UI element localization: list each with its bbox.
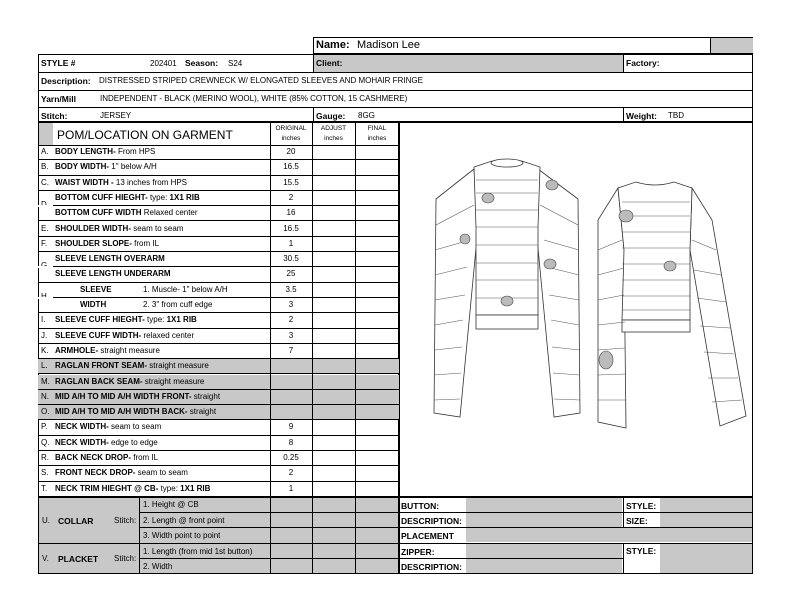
- group-merge: [38, 266, 53, 268]
- pom-row[interactable]: [38, 359, 399, 374]
- trims-style-fill-2: [660, 544, 752, 573]
- pom-original-value[interactable]: 3.5: [285, 284, 297, 294]
- pom-letter: E.: [41, 223, 49, 233]
- client-label: Client:: [316, 58, 343, 68]
- description-value[interactable]: DISTRESSED STRIPED CREWNECK W/ ELONGATED SLEEVES AND MOHAIR FRINGE: [99, 76, 423, 85]
- pom-header: POM/LOCATION ON GARMENT: [57, 128, 233, 142]
- pom-original-value[interactable]: 1: [288, 483, 294, 493]
- pom-row[interactable]: [38, 145, 399, 160]
- button-label: BUTTON:: [401, 501, 440, 511]
- original-header: ORIGINAL inches: [275, 125, 307, 142]
- pom-row[interactable]: WIDTH 2. 3" from cuff edge 3: [38, 298, 399, 313]
- pom-original-value[interactable]: 20: [286, 147, 296, 156]
- pom-description: SLEEVE CUFF WIDTH- relaxed center: [55, 330, 195, 340]
- pom-original-value[interactable]: 0.25: [283, 453, 299, 462]
- pom-row[interactable]: [38, 482, 399, 497]
- stitch-label: Stitch:: [41, 111, 68, 121]
- zipper-label: ZIPPER:: [401, 547, 435, 557]
- pom-row[interactable]: [38, 436, 399, 451]
- pom-original-value[interactable]: 16: [286, 208, 296, 218]
- pom-row[interactable]: [38, 176, 399, 191]
- pom-letter: I.: [41, 315, 46, 325]
- pom-original-value[interactable]: 1: [288, 238, 294, 248]
- pom-original-value[interactable]: 9: [288, 422, 294, 432]
- gauge-value[interactable]: 8GG: [358, 111, 375, 120]
- style-value[interactable]: 202401: [150, 59, 177, 68]
- pom-description: SLEEVE LENGTH OVERARM: [55, 254, 165, 264]
- pom-letter: Q.: [41, 437, 50, 447]
- pom-letter: M.: [41, 376, 50, 386]
- pom-row[interactable]: [38, 252, 399, 267]
- pom-description: BODY LENGTH- From HPS: [55, 147, 156, 156]
- placket-item-1: 1. Length (from mid 1st button): [143, 547, 253, 556]
- pom-description: RAGLAN BACK SEAM- straight measure: [55, 376, 205, 386]
- pom-letter: K.: [41, 345, 49, 355]
- pom-original-value[interactable]: 7: [288, 345, 294, 355]
- collar-item-2: 2. Length @ front point: [143, 516, 225, 525]
- pom-description: WAIST WIDTH - 13 inches from HPS: [55, 177, 188, 187]
- placket-stitch-label: Stitch:: [114, 554, 137, 563]
- pom-letter: P.: [41, 422, 48, 432]
- name-label: Name:: [316, 39, 350, 51]
- collar-item-1: 1. Height @ CB: [143, 500, 199, 509]
- pom-description: NECK WIDTH- seam to seam: [55, 422, 162, 432]
- pom-description: BOTTOM CUFF WIDTH Relaxed center: [55, 208, 198, 218]
- group-merge: [38, 297, 53, 299]
- pom-rows: [38, 145, 399, 497]
- pom-description: NECK TRIM HIEGHT @ CB- type: 1X1 RIB: [55, 483, 211, 493]
- table-corner-mark: [39, 123, 53, 145]
- pom-letter: R.: [41, 453, 49, 462]
- pom-original-value[interactable]: 2: [288, 192, 294, 202]
- yarn-label: Yarn/Mill: [41, 94, 76, 104]
- yarn-value[interactable]: INDEPENDENT - BLACK (MERINO WOOL), WHITE (85% COTTON, 15 CASHMERE): [100, 94, 408, 103]
- name-value[interactable]: Madison Lee: [357, 39, 420, 51]
- client-field[interactable]: [314, 55, 623, 72]
- pom-row[interactable]: [38, 160, 399, 175]
- pom-row[interactable]: [38, 237, 399, 252]
- sweater-front-sketch-icon: [432, 155, 582, 455]
- pom-original-value[interactable]: 16.5: [283, 162, 299, 172]
- style-label-2: STYLE:: [626, 546, 657, 556]
- name-gray-box: [710, 38, 753, 53]
- style-label-1: STYLE:: [626, 501, 657, 511]
- pom-row[interactable]: [38, 206, 399, 221]
- pom-original-value[interactable]: 3: [288, 330, 294, 340]
- pom-description: RAGLAN FRONT SEAM- straight measure: [55, 361, 209, 371]
- collar-stitch-label: Stitch:: [114, 516, 137, 525]
- placket-letter: V.: [42, 554, 49, 563]
- trims-placement-fill: [466, 528, 752, 542]
- factory-label: Factory:: [626, 58, 660, 68]
- pom-row[interactable]: [38, 390, 399, 405]
- pom-row[interactable]: [38, 451, 399, 466]
- name-bar: [313, 37, 753, 54]
- pom-description: SHOULDER SLOPE- from IL: [55, 238, 160, 248]
- pom-original-value[interactable]: 3: [288, 300, 294, 309]
- pom-letter: F.: [41, 238, 48, 248]
- description-label: Description:: [41, 76, 91, 86]
- pom-description: BACK NECK DROP- from IL: [55, 453, 159, 462]
- pom-row[interactable]: [38, 405, 399, 420]
- description-label-1: DESCRIPTION:: [401, 516, 462, 526]
- pom-letter: T.: [41, 483, 48, 493]
- pom-letter: S.: [41, 468, 49, 478]
- weight-value[interactable]: TBD: [668, 111, 684, 120]
- pom-row[interactable]: [38, 466, 399, 481]
- sweater-back-sketch-icon: [596, 180, 748, 440]
- pom-row[interactable]: [38, 329, 399, 344]
- pom-description: MID A/H TO MID A/H WIDTH FRONT- straight: [55, 391, 221, 401]
- pom-description: SHOULDER WIDTH- seam to seam: [55, 223, 184, 233]
- season-value[interactable]: S24: [228, 59, 243, 68]
- pom-original-value[interactable]: 16.5: [283, 223, 299, 233]
- pom-row[interactable]: [38, 267, 399, 282]
- pom-description: MID A/H TO MID A/H WIDTH BACK- straight: [55, 407, 217, 417]
- weight-label: Weight:: [626, 111, 658, 121]
- final-header: FINAL inches: [367, 125, 387, 142]
- pom-original-value[interactable]: 25: [286, 269, 296, 279]
- pom-description: FRONT NECK DROP- seam to seam: [55, 468, 188, 478]
- collar-letter: U.: [42, 516, 50, 525]
- pom-row[interactable]: [38, 420, 399, 435]
- pom-original-value[interactable]: 15.5: [283, 177, 299, 187]
- pom-letter: J.: [41, 330, 48, 340]
- pom-row[interactable]: [38, 375, 399, 390]
- placket-item-2: 2. Width: [143, 562, 173, 571]
- pom-description: SLEEVE LENGTH UNDERARM: [55, 269, 171, 279]
- adjust-header: ADJUST inches: [320, 125, 347, 142]
- pom-description: NECK WIDTH- edge to edge: [55, 437, 158, 447]
- pom-original-value[interactable]: 8: [288, 437, 294, 447]
- pom-row[interactable]: SLEEVE 1. Muscle- 1" below A/H 3.5: [38, 283, 399, 298]
- group-merge: [38, 205, 53, 207]
- pom-original-value[interactable]: 2: [288, 315, 294, 325]
- pom-letter: N.: [41, 391, 49, 401]
- season-label: Season:: [185, 58, 219, 68]
- collar-item-3: 3. Width point to point: [143, 531, 221, 540]
- collar-label: COLLAR: [58, 516, 94, 526]
- pom-letter: L.: [41, 361, 48, 371]
- pom-description: BOTTOM CUFF HIEGHT- type: 1X1 RIB: [55, 192, 200, 202]
- gauge-label: Gauge:: [316, 111, 346, 121]
- pom-row[interactable]: [38, 344, 399, 359]
- pom-description: ARMHOLE- straight measure: [55, 345, 160, 355]
- pom-letter: B.: [41, 162, 49, 172]
- placket-label: PLACKET: [58, 554, 99, 564]
- pom-letter: O.: [41, 407, 50, 417]
- pom-row[interactable]: [38, 191, 399, 206]
- pom-description: BODY WIDTH- 1" below A/H: [55, 162, 157, 172]
- pom-original-value[interactable]: 2: [288, 468, 294, 478]
- pom-row[interactable]: [38, 222, 399, 237]
- size-label: SIZE:: [626, 516, 648, 526]
- pom-letter: C.: [41, 177, 49, 187]
- pom-row[interactable]: [38, 313, 399, 328]
- pom-letter: A.: [41, 147, 49, 156]
- pom-original-value[interactable]: 30.5: [283, 254, 299, 264]
- stitch-value[interactable]: JERSEY: [100, 111, 132, 120]
- style-label: STYLE #: [41, 58, 76, 68]
- placement-label: PLACEMENT: [401, 531, 454, 541]
- pom-description: SLEEVE CUFF HIEGHT- type: 1X1 RIB: [55, 315, 197, 325]
- description-label-2: DESCRIPTION:: [401, 562, 462, 572]
